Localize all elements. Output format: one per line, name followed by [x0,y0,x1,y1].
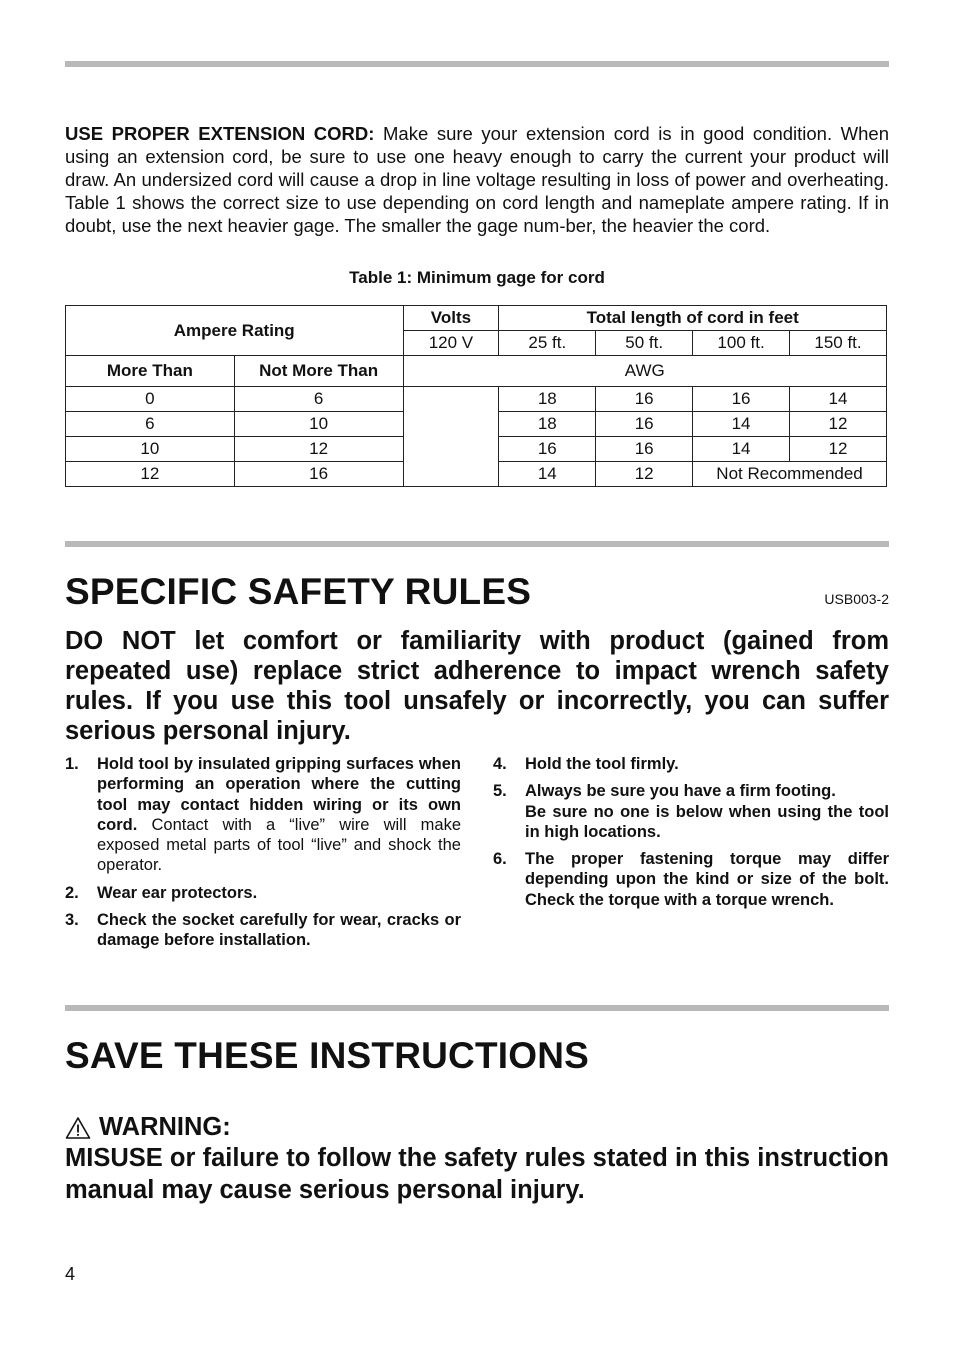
more-than-cell: 10 [66,437,235,462]
list-item [65,910,461,951]
length-header-50: 50 ft. [596,331,693,356]
document-code: USB003-2 [824,591,889,607]
not-more-than-cell: 6 [234,387,403,412]
warning-triangle-icon [65,1116,91,1140]
rule-number: 3. [65,911,79,930]
cord-gage-table [65,305,887,487]
save-divider [65,1005,889,1011]
gage-cell: 12 [790,437,887,462]
warning-heading [65,1113,231,1142]
more-than-cell: 6 [66,412,235,437]
list-item [493,849,889,910]
safety-rules-right [493,754,889,917]
not-recommended-cell: Not Recommended [693,462,887,487]
list-item [493,781,889,842]
safety-divider [65,541,889,547]
gage-cell: 12 [790,412,887,437]
volts-empty-cell [403,387,499,487]
gage-cell: 14 [693,437,790,462]
rule-bold-text: Wear ear protectors. [97,883,258,902]
list-item [65,754,461,876]
page-number: 4 [65,1264,76,1284]
rule-bold-text: Hold tool by insulated gripping surfaces when performing an operation where the cutting tool may contact hidden wiring or its own cord. [97,755,461,834]
rule-bold-text: Check the socket carefully for wear, cracks or damage before installation. [97,911,461,950]
not-more-than-cell: 16 [234,462,403,487]
save-title: SAVE THESE INSTRUCTIONS [65,1035,590,1076]
warning-label: WARNING: [99,1113,231,1141]
rule-number: 1. [65,755,79,773]
safety-rules-left [65,754,461,958]
not-more-than-header: Not More Than [234,356,403,387]
safety-title: SPECIFIC SAFETY RULES [65,571,532,612]
gage-cell: 14 [790,387,887,412]
rule-number: 2. [65,883,79,902]
rule-number: 6. [493,850,507,869]
gage-cell: 16 [693,387,790,412]
more-than-header: More Than [66,356,235,387]
gage-cell: 16 [596,412,693,437]
rule-bold-text: The proper fastening torque may differ depending upon the kind or size of the bolt. Check the torque with a torque wrench. [525,850,889,909]
rule-bold-text: Always be sure you have a firm footing. [525,782,836,801]
not-more-than-cell: 12 [234,437,403,462]
not-more-than-cell: 10 [234,412,403,437]
length-header-100: 100 ft. [693,331,790,356]
gage-cell: 18 [499,412,596,437]
top-divider [65,61,889,67]
gage-cell: 18 [499,387,596,412]
volts-header: Volts [403,306,499,331]
list-item [65,883,461,903]
extension-cord-heading: USE PROPER EXTENSION CORD: [65,123,375,144]
extension-cord-body: Make sure your extension cord is in good condition. When using an extension cord, be sure to use one heavy enough to carry the current your product will draw. An undersized cord will cause a drop in line voltage resulting in loss of power and overheating. Table 1 shows the correct size to use depending on cord length and nameplate ampere rating. If in doubt, use the next heavier gage. The smaller the gage num-ber, the heavier the cord. [65,123,889,236]
awg-header: AWG [403,356,887,387]
rule-bold-text: Hold the tool firmly. [525,755,679,773]
table-caption: Table 1: Minimum gage for cord [349,268,605,287]
total-length-header: Total length of cord in feet [499,306,887,331]
gage-cell: 14 [693,412,790,437]
rule-bold-text: Be sure no one is below when using the tool in high locations. [525,802,889,841]
length-header-150: 150 ft. [790,331,887,356]
warning-text: MISUSE or failure to follow the safety rules stated in this instruction manual may cause serious personal injury. [65,1144,889,1204]
gage-cell: 16 [596,437,693,462]
rule-number: 4. [493,755,507,773]
extension-cord-paragraph [65,122,889,237]
rule-number: 5. [493,782,507,801]
ampere-rating-header: Ampere Rating [66,306,404,356]
length-header-25: 25 ft. [499,331,596,356]
voltage-cell: 120 V [403,331,499,356]
list-item [493,754,889,774]
gage-cell: 12 [596,462,693,487]
table-row [66,387,887,412]
rule-text: Contact with a “live” wire will make exposed metal parts of tool “live” and shock the operator. [97,815,461,875]
more-than-cell: 12 [66,462,235,487]
gage-cell: 14 [499,462,596,487]
safety-lead: DO NOT let comfort or familiarity with product (gained from repeated use) replace strict adherence to impact wrench safety rules. If you use this tool unsafely or incorrectly, you can suffer serious personal injury. [65,627,889,745]
gage-cell: 16 [499,437,596,462]
gage-cell: 16 [596,387,693,412]
more-than-cell: 0 [66,387,235,412]
